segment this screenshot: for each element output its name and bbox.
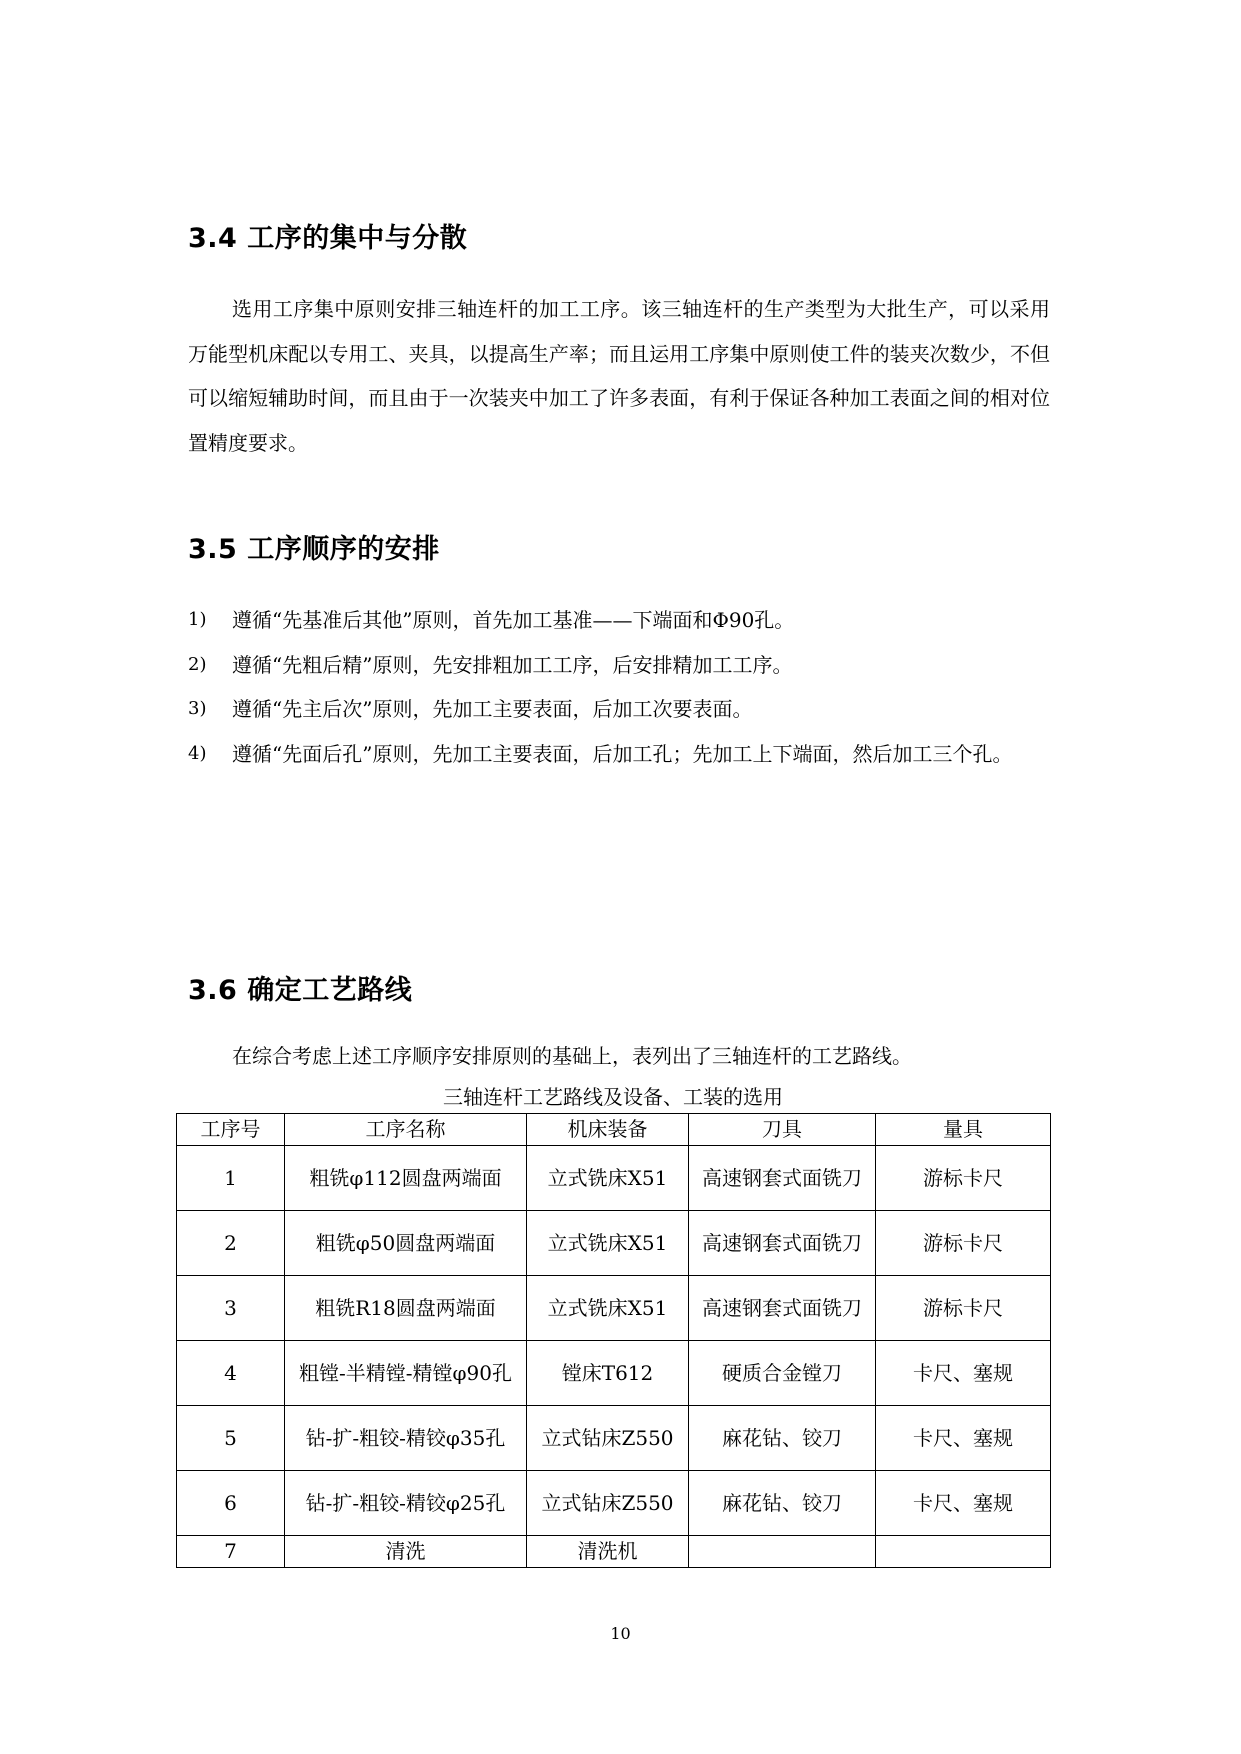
cell-process-name: 钻-扩-粗铰-精铰φ25孔 <box>285 1471 527 1536</box>
section-heading-3-5: 3.5 工序顺序的安排 <box>188 534 440 565</box>
page-number: 10 <box>610 1624 631 1643</box>
cell-process-no: 3 <box>177 1276 285 1341</box>
cell-gauge: 游标卡尺 <box>876 1276 1051 1341</box>
cell-process-name: 粗铣R18圆盘两端面 <box>285 1276 527 1341</box>
cell-process-no: 1 <box>177 1146 285 1211</box>
table-row <box>177 1341 1051 1406</box>
list-item-text: 遵循“先粗后精”原则，先安排粗加工工序，后安排精加工工序。 <box>232 652 793 677</box>
header-process-name: 工序名称 <box>285 1114 527 1146</box>
table-row <box>177 1471 1051 1536</box>
cell-process-no: 7 <box>177 1536 285 1568</box>
section-heading-3-6: 3.6 确定工艺路线 <box>188 975 413 1006</box>
cell-tool: 麻花钻、铰刀 <box>689 1471 876 1536</box>
process-order-list <box>188 598 1050 776</box>
process-route-table <box>176 1113 1051 1568</box>
list-item <box>188 643 1050 688</box>
cell-process-no: 6 <box>177 1471 285 1536</box>
cell-machine: 立式铣床X51 <box>527 1276 689 1341</box>
cell-tool: 硬质合金镗刀 <box>689 1341 876 1406</box>
cell-gauge: 卡尺、塞规 <box>876 1471 1051 1536</box>
cell-gauge: 游标卡尺 <box>876 1146 1051 1211</box>
cell-process-no: 4 <box>177 1341 285 1406</box>
list-item-text: 遵循“先面后孔”原则，先加工主要表面，后加工孔；先加工上下端面，然后加工三个孔。 <box>232 741 1013 766</box>
section-3-6-paragraph: 在综合考虑上述工序顺序安排原则的基础上，表列出了三轴连杆的工艺路线。 <box>232 1044 912 1068</box>
cell-machine: 立式铣床X51 <box>527 1146 689 1211</box>
list-item-number: 1) <box>188 609 207 630</box>
list-item <box>188 732 1050 777</box>
table-row <box>177 1276 1051 1341</box>
header-machine: 机床装备 <box>527 1114 689 1146</box>
table-row <box>177 1146 1051 1211</box>
table-row <box>177 1536 1051 1568</box>
header-tool: 刀具 <box>689 1114 876 1146</box>
list-item-text: 遵循“先基准后其他”原则，首先加工基准——下端面和Φ90孔。 <box>232 608 795 632</box>
list-item-text: 遵循“先主后次”原则，先加工主要表面，后加工次要表面。 <box>232 697 753 721</box>
cell-process-name: 钻-扩-粗铰-精铰φ35孔 <box>285 1406 527 1471</box>
cell-gauge: 卡尺、塞规 <box>876 1341 1051 1406</box>
list-item-number: 3) <box>188 698 207 719</box>
cell-machine: 立式铣床X51 <box>527 1211 689 1276</box>
cell-process-no: 5 <box>177 1406 285 1471</box>
cell-process-name: 粗铣φ112圆盘两端面 <box>285 1146 527 1211</box>
cell-process-no: 2 <box>177 1211 285 1276</box>
cell-gauge: 游标卡尺 <box>876 1211 1051 1276</box>
list-item-number: 2) <box>188 653 207 675</box>
table-caption: 三轴连杆工艺路线及设备、工装的选用 <box>443 1085 783 1109</box>
list-item-number: 4) <box>188 742 207 764</box>
cell-machine: 镗床T612 <box>527 1341 689 1406</box>
cell-gauge: 卡尺、塞规 <box>876 1406 1051 1471</box>
cell-tool: 麻花钻、铰刀 <box>689 1406 876 1471</box>
cell-tool: 高速钢套式面铣刀 <box>689 1211 876 1276</box>
table-row <box>177 1211 1051 1276</box>
table-row <box>177 1406 1051 1471</box>
header-process-no: 工序号 <box>177 1114 285 1146</box>
cell-tool: 高速钢套式面铣刀 <box>689 1276 876 1341</box>
cell-machine: 立式钻床Z550 <box>527 1471 689 1536</box>
cell-process-name: 粗镗-半精镗-精镗φ90孔 <box>285 1341 527 1406</box>
cell-tool <box>689 1536 876 1568</box>
section-heading-3-4: 3.4 工序的集中与分散 <box>188 223 468 254</box>
section-3-4-paragraph: 选用工序集中原则安排三轴连杆的加工工序。该三轴连杆的生产类型为大批生产，可以采用万能型机床配以专用工、夹具，以提高生产率；而且运用工序集中原则使工件的装夹次数少，不但可以缩短辅助时间，而且由于一次装夹中加工了许多表面，有利于保证各种加工表面之间的相对位置精度要求。 <box>188 297 1050 455</box>
cell-process-name: 清洗 <box>285 1536 527 1568</box>
header-gauge: 量具 <box>876 1114 1051 1146</box>
cell-gauge <box>876 1536 1051 1568</box>
cell-process-name: 粗铣φ50圆盘两端面 <box>285 1211 527 1276</box>
list-item <box>188 687 1050 732</box>
table-header-row <box>177 1114 1051 1146</box>
cell-machine: 清洗机 <box>527 1536 689 1568</box>
cell-machine: 立式钻床Z550 <box>527 1406 689 1471</box>
cell-tool: 高速钢套式面铣刀 <box>689 1146 876 1211</box>
list-item <box>188 598 1050 643</box>
